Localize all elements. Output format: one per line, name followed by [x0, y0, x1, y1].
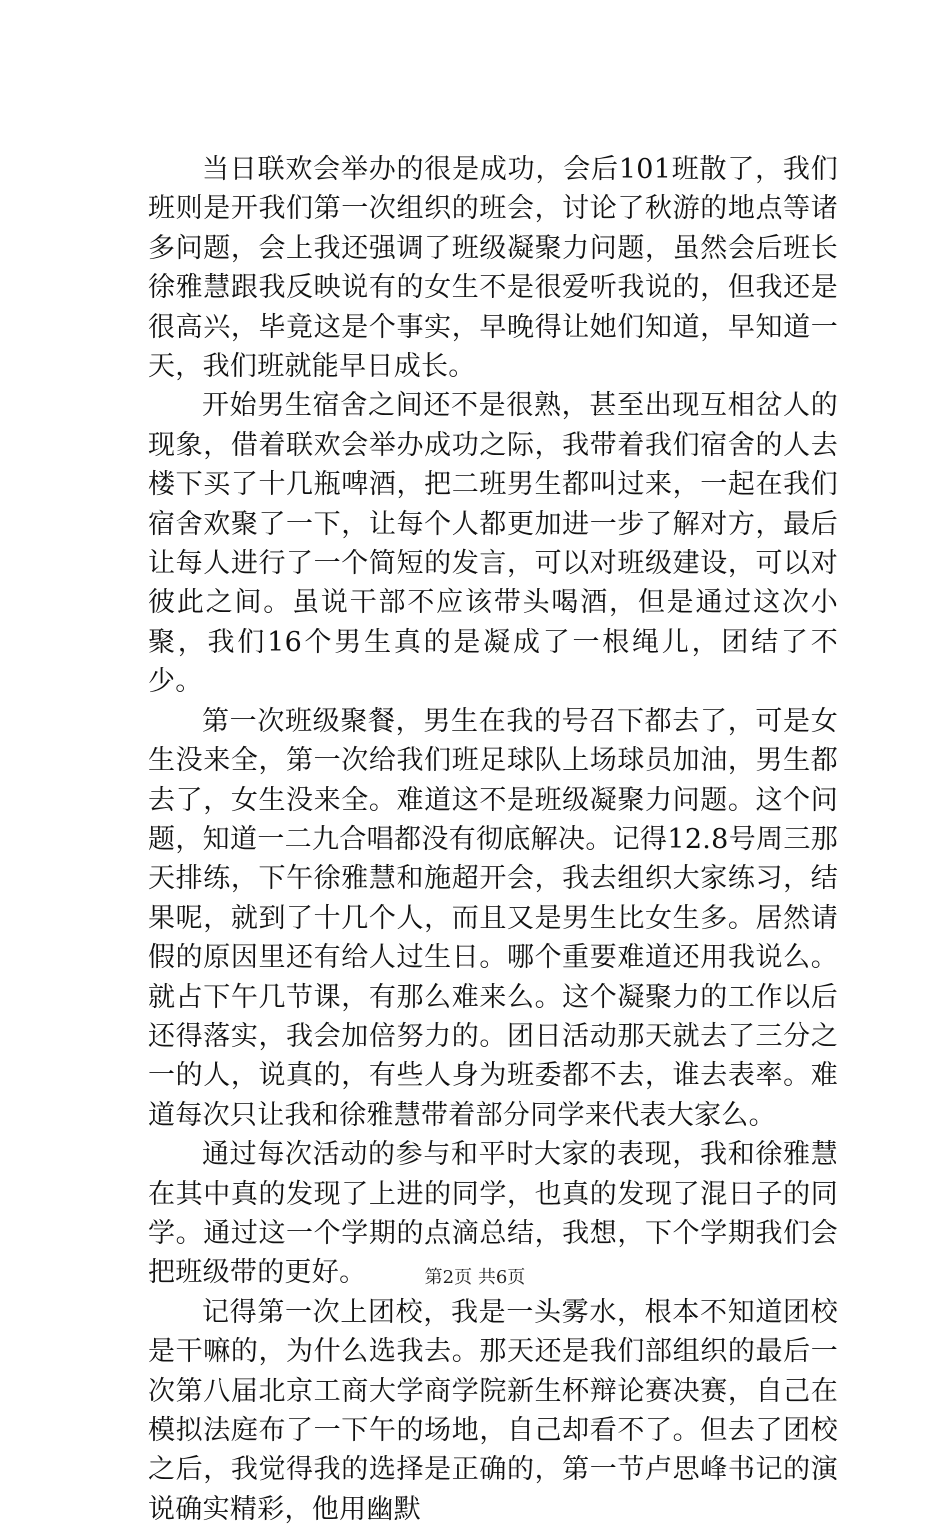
paragraph-1: 当日联欢会举办的很是成功，会后101班散了，我们班则是开我们第一次组织的班会，讨论了秋游的地点等诸多问题，会上我还强调了班级凝聚力问题，虽然会后班长徐雅慧跟我反映说有的女生不是很爱听我说的，但我还是很高兴，毕竟这是个事实，早晚得让她们知道，早知道一天，我们班就能早日成长。 — [148, 154, 838, 383]
document-body — [148, 150, 838, 1529]
paragraph-2: 开始男生宿舍之间还不是很熟，甚至出现互相岔人的现象，借着联欢会举办成功之际，我带着我们宿舍的人去楼下买了十几瓶啤酒，把二班男生都叫过来，一起在我们宿舍欢聚了一下，让每个人都更加进一步了解对方，最后让每人进行了一个简短的发言，可以对班级建设，可以对彼此之间。虽说干部不应该带头喝酒，但是通过这次小聚，我们16个男生真的是凝成了一根绳儿，团结了不少。 — [148, 390, 838, 698]
paragraph-3: 第一次班级聚餐，男生在我的号召下都去了，可是女生没来全，第一次给我们班足球队上场球员加油，男生都去了，女生没来全。难道这不是班级凝聚力问题。这个问题，知道一二九合唱都没有彻底解决。记得12.8号周三那天排练，下午徐雅慧和施超开会，我去组织大家练习，结果呢，就到了十几个人，而且又是男生比女生多。居然请假的原因里还有给人过生日。哪个重要难道还用我说么。就占下午几节课，有那么难来么。这个凝聚力的工作以后还得落实，我会加倍努力的。团日活动那天就去了三分之一的人，说真的，有些人身为班委都不去，谁去表率。难道每次只让我和徐雅慧带着部分同学来代表大家么。 — [148, 705, 838, 1131]
paragraph-5: 记得第一次上团校，我是一头雾水，根本不知道团校是干嘛的，为什么选我去。那天还是我们部组织的最后一次第八届北京工商大学商学院新生杯辩论赛决赛，自己在模拟法庭布了一下午的场地，自己却看不了。但去了团校之后，我觉得我的选择是正确的，第一节卢思峰书记的演说确实精彩，他用幽默 — [148, 1296, 838, 1525]
paragraph-4: 通过每次活动的参与和平时大家的表现，我和徐雅慧在其中真的发现了上进的同学，也真的发现了混日子的同学。通过这一个学期的点滴总结，我想，下个学期我们会把班级带的更好。 — [148, 1139, 838, 1289]
page-number-footer: 第2页 共6页 — [424, 1267, 526, 1288]
